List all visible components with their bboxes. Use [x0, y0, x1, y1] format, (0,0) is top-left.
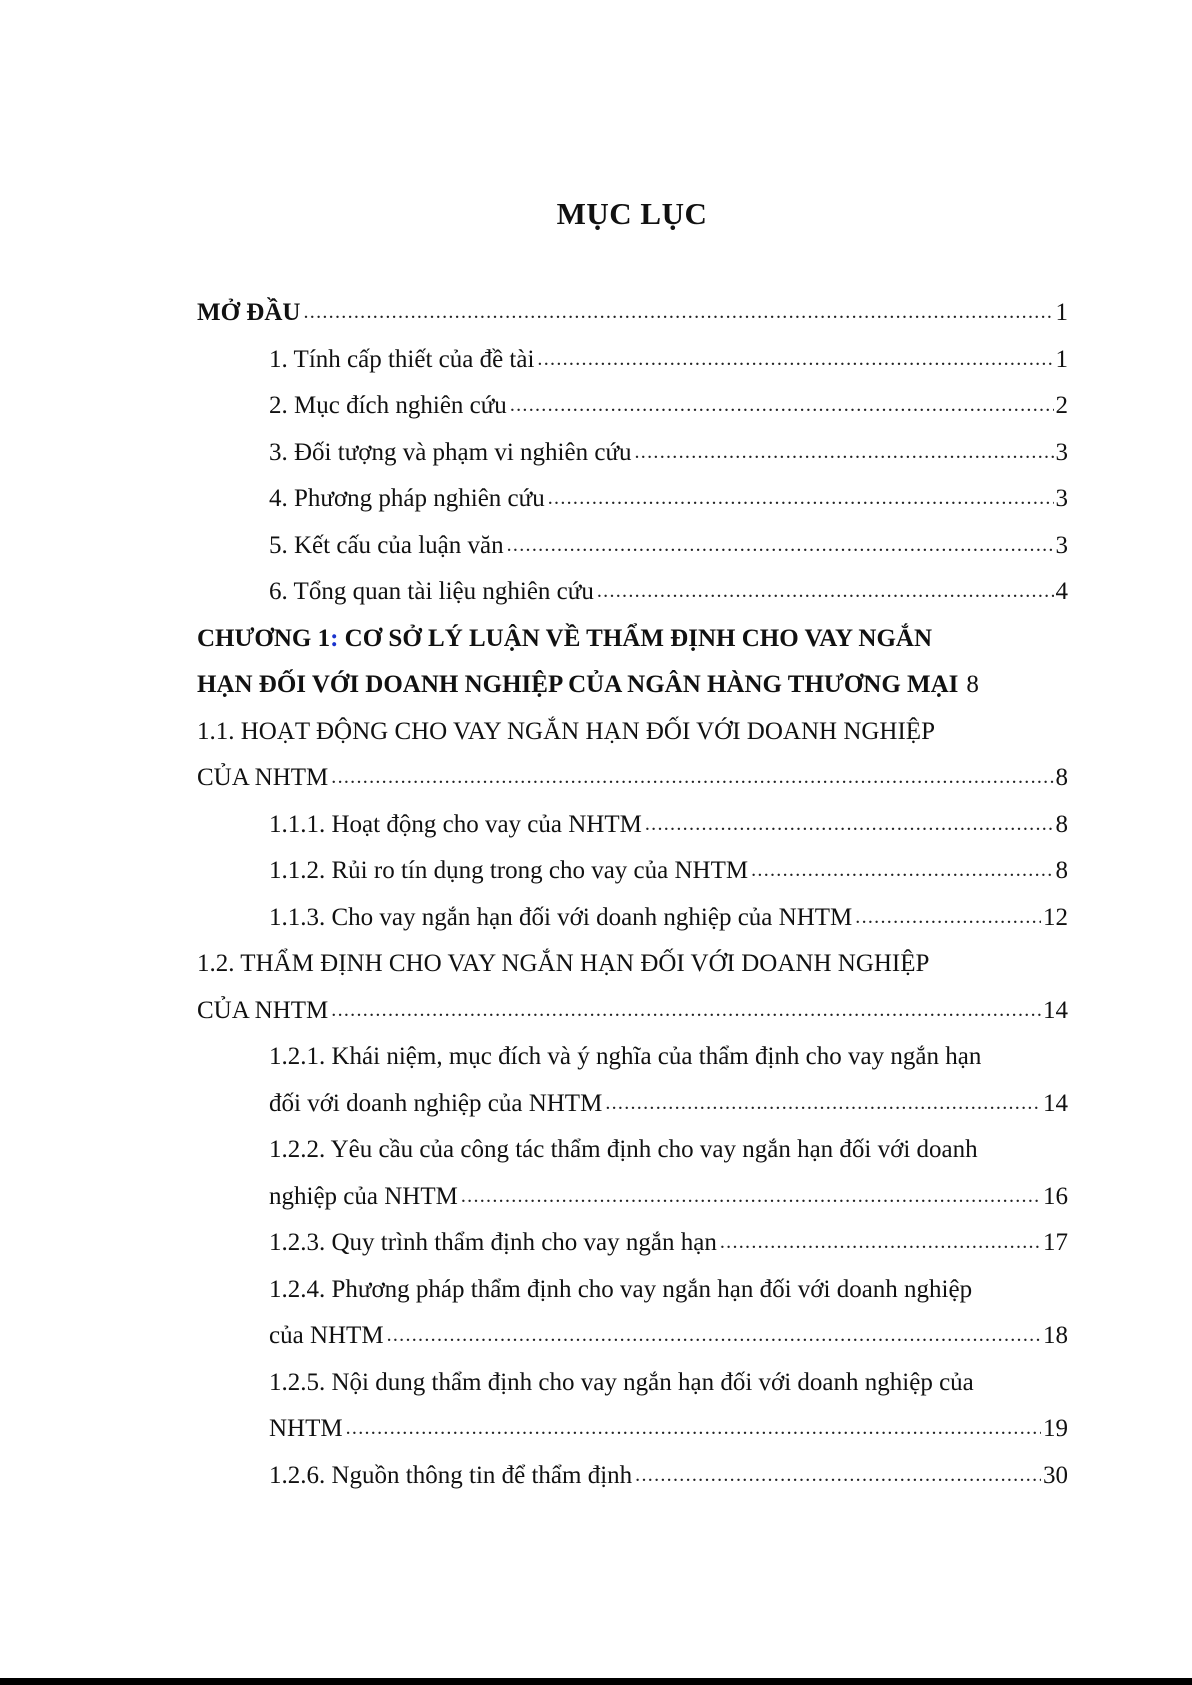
dot-leader [507, 521, 1054, 569]
toc-entry-chapter-1[interactable] [197, 616, 1068, 709]
toc-entry-text: 6. Tổng quan tài liệu nghiên cứu [269, 578, 594, 605]
toc-entry-text: 1.1.3. Cho vay ngắn hạn đối với doanh nghiệp của NHTM [269, 903, 853, 931]
toc-entry-text-line2: CỦA NHTM [197, 996, 329, 1024]
dot-leader [461, 1172, 1041, 1220]
toc-list [197, 290, 1068, 1499]
toc-entry-text-line2: nghiệp của NHTM [269, 1182, 458, 1210]
dot-leader [346, 1404, 1041, 1452]
toc-page-number: 2 [1055, 392, 1068, 419]
dot-leader [720, 1218, 1041, 1266]
toc-entry-4[interactable] [269, 476, 1068, 523]
toc-entry-text: 1.2.3. Quy trình thẩm định cho vay ngắn hạn [269, 1229, 717, 1256]
toc-page-number: 3 [1055, 438, 1068, 466]
toc-page-number: 3 [1055, 485, 1068, 512]
toc-entry-1-1[interactable] [197, 709, 1068, 802]
toc-entry-text-line1: 1.1. HOẠT ĐỘNG CHO VAY NGẮN HẠN ĐỐI VỚI DOANH NGHIỆP [197, 717, 935, 745]
toc-page-number: 16 [1043, 1182, 1068, 1210]
toc-entry-text-line1: CƠ SỞ LÝ LUẬN VỀ THẨM ĐỊNH CHO VAY NGẮN [338, 624, 933, 652]
toc-entry-text-line1: 1.2.5. Nội dung thẩm định cho vay ngắn hạn đối với doanh nghiệp của [269, 1368, 974, 1396]
toc-entry-text: 1. Tính cấp thiết của đề tài [269, 345, 535, 373]
dot-leader [635, 1451, 1041, 1499]
toc-entry-text: 1.2.6. Nguồn thông tin để thẩm định [269, 1461, 633, 1489]
toc-entry-1-1-2[interactable] [269, 848, 1068, 895]
toc-entry-5[interactable] [269, 523, 1068, 570]
dot-leader [605, 1079, 1041, 1127]
toc-entry-1-2[interactable] [197, 941, 1068, 1034]
toc-entry-text-line2: NHTM [269, 1415, 343, 1442]
dot-leader [855, 893, 1041, 941]
toc-entry-text: 3. Đối tượng và phạm vi nghiên cứu [269, 438, 632, 466]
toc-page-number: 30 [1043, 1461, 1068, 1489]
toc-page-number: 19 [1043, 1415, 1068, 1442]
chapter-prefix: CHƯƠNG 1 [197, 624, 331, 652]
toc-entry-1-2-5[interactable] [269, 1360, 1068, 1453]
toc-entry-text-line2: HẠN ĐỐI VỚI DOANH NGHIỆP CỦA NGÂN HÀNG THƯƠNG MẠI [197, 671, 959, 698]
toc-entry-1-2-1[interactable] [269, 1034, 1068, 1127]
dot-leader [331, 986, 1041, 1034]
toc-entry-1-2-2[interactable] [269, 1127, 1068, 1220]
toc-entry-1-1-1[interactable] [269, 802, 1068, 849]
toc-entry-1-2-4[interactable] [269, 1267, 1068, 1360]
dot-leader [537, 335, 1053, 383]
dot-leader [635, 428, 1054, 476]
toc-entry-mo-dau[interactable] [197, 290, 1068, 337]
toc-page-number: 1 [1055, 345, 1068, 373]
dot-leader [548, 474, 1054, 522]
toc-page-number: 1 [1055, 299, 1068, 326]
toc-entry-1-2-6[interactable] [269, 1453, 1068, 1500]
toc-page-number: 12 [1043, 903, 1068, 931]
toc-entry-text-line2: đối với doanh nghiệp của NHTM [269, 1089, 603, 1117]
dot-leader [303, 288, 1053, 336]
toc-entry-text: 2. Mục đích nghiên cứu [269, 392, 507, 419]
chapter-colon: : [330, 624, 339, 652]
toc-page-number: 8 [1055, 810, 1068, 838]
toc-title: MỤC LỤC [556, 196, 708, 231]
toc-entry-6[interactable] [269, 569, 1068, 616]
toc-page-number: 18 [1043, 1322, 1068, 1349]
toc-entry-1[interactable] [269, 337, 1068, 384]
dot-leader [597, 567, 1054, 615]
dot-leader [331, 753, 1053, 801]
toc-page-number: 14 [1043, 996, 1068, 1024]
toc-entry-1-1-3[interactable] [269, 895, 1068, 942]
toc-entry-text: 5. Kết cấu của luận văn [269, 531, 504, 559]
toc-entry-text: MỞ ĐẦU [197, 299, 301, 326]
dot-leader [645, 800, 1054, 848]
toc-page-number: 8 [1055, 857, 1068, 884]
toc-page-number: 17 [1043, 1229, 1068, 1256]
toc-page-number: 3 [1055, 531, 1068, 559]
toc-page-number: 8 [966, 671, 979, 698]
toc-entry-text-line1: 1.2.1. Khái niệm, mục đích và ý nghĩa của thẩm định cho vay ngắn hạn [269, 1043, 982, 1070]
toc-entry-text: 4. Phương pháp nghiên cứu [269, 485, 545, 512]
toc-page-number: 14 [1043, 1089, 1068, 1117]
toc-entry-1-2-3[interactable] [269, 1220, 1068, 1267]
toc-entry-text-line1: 1.2.4. Phương pháp thẩm định cho vay ngắn hạn đối với doanh nghiệp [269, 1275, 973, 1303]
dot-leader [510, 381, 1054, 429]
toc-page-number: 8 [1055, 764, 1068, 791]
dot-leader [751, 846, 1053, 894]
toc-entry-text: 1.1.2. Rủi ro tín dụng trong cho vay của NHTM [269, 857, 749, 884]
toc-entry-text-line1: 1.2.2. Yêu cầu của công tác thẩm định cho vay ngắn hạn đối với doanh [269, 1136, 978, 1163]
toc-entry-2[interactable] [269, 383, 1068, 430]
toc-entry-text-line1: 1.2. THẨM ĐỊNH CHO VAY NGẮN HẠN ĐỐI VỚI DOANH NGHIỆP [197, 950, 930, 977]
toc-entry-text: 1.1.1. Hoạt động cho vay của NHTM [269, 810, 642, 838]
dot-leader [387, 1311, 1041, 1359]
toc-page-number: 4 [1055, 578, 1068, 605]
toc-entry-3[interactable] [269, 430, 1068, 477]
toc-entry-text-line2: CỦA NHTM [197, 764, 329, 791]
bottom-edge-bar [0, 1678, 1192, 1685]
toc-entry-text-line2: của NHTM [269, 1322, 384, 1349]
